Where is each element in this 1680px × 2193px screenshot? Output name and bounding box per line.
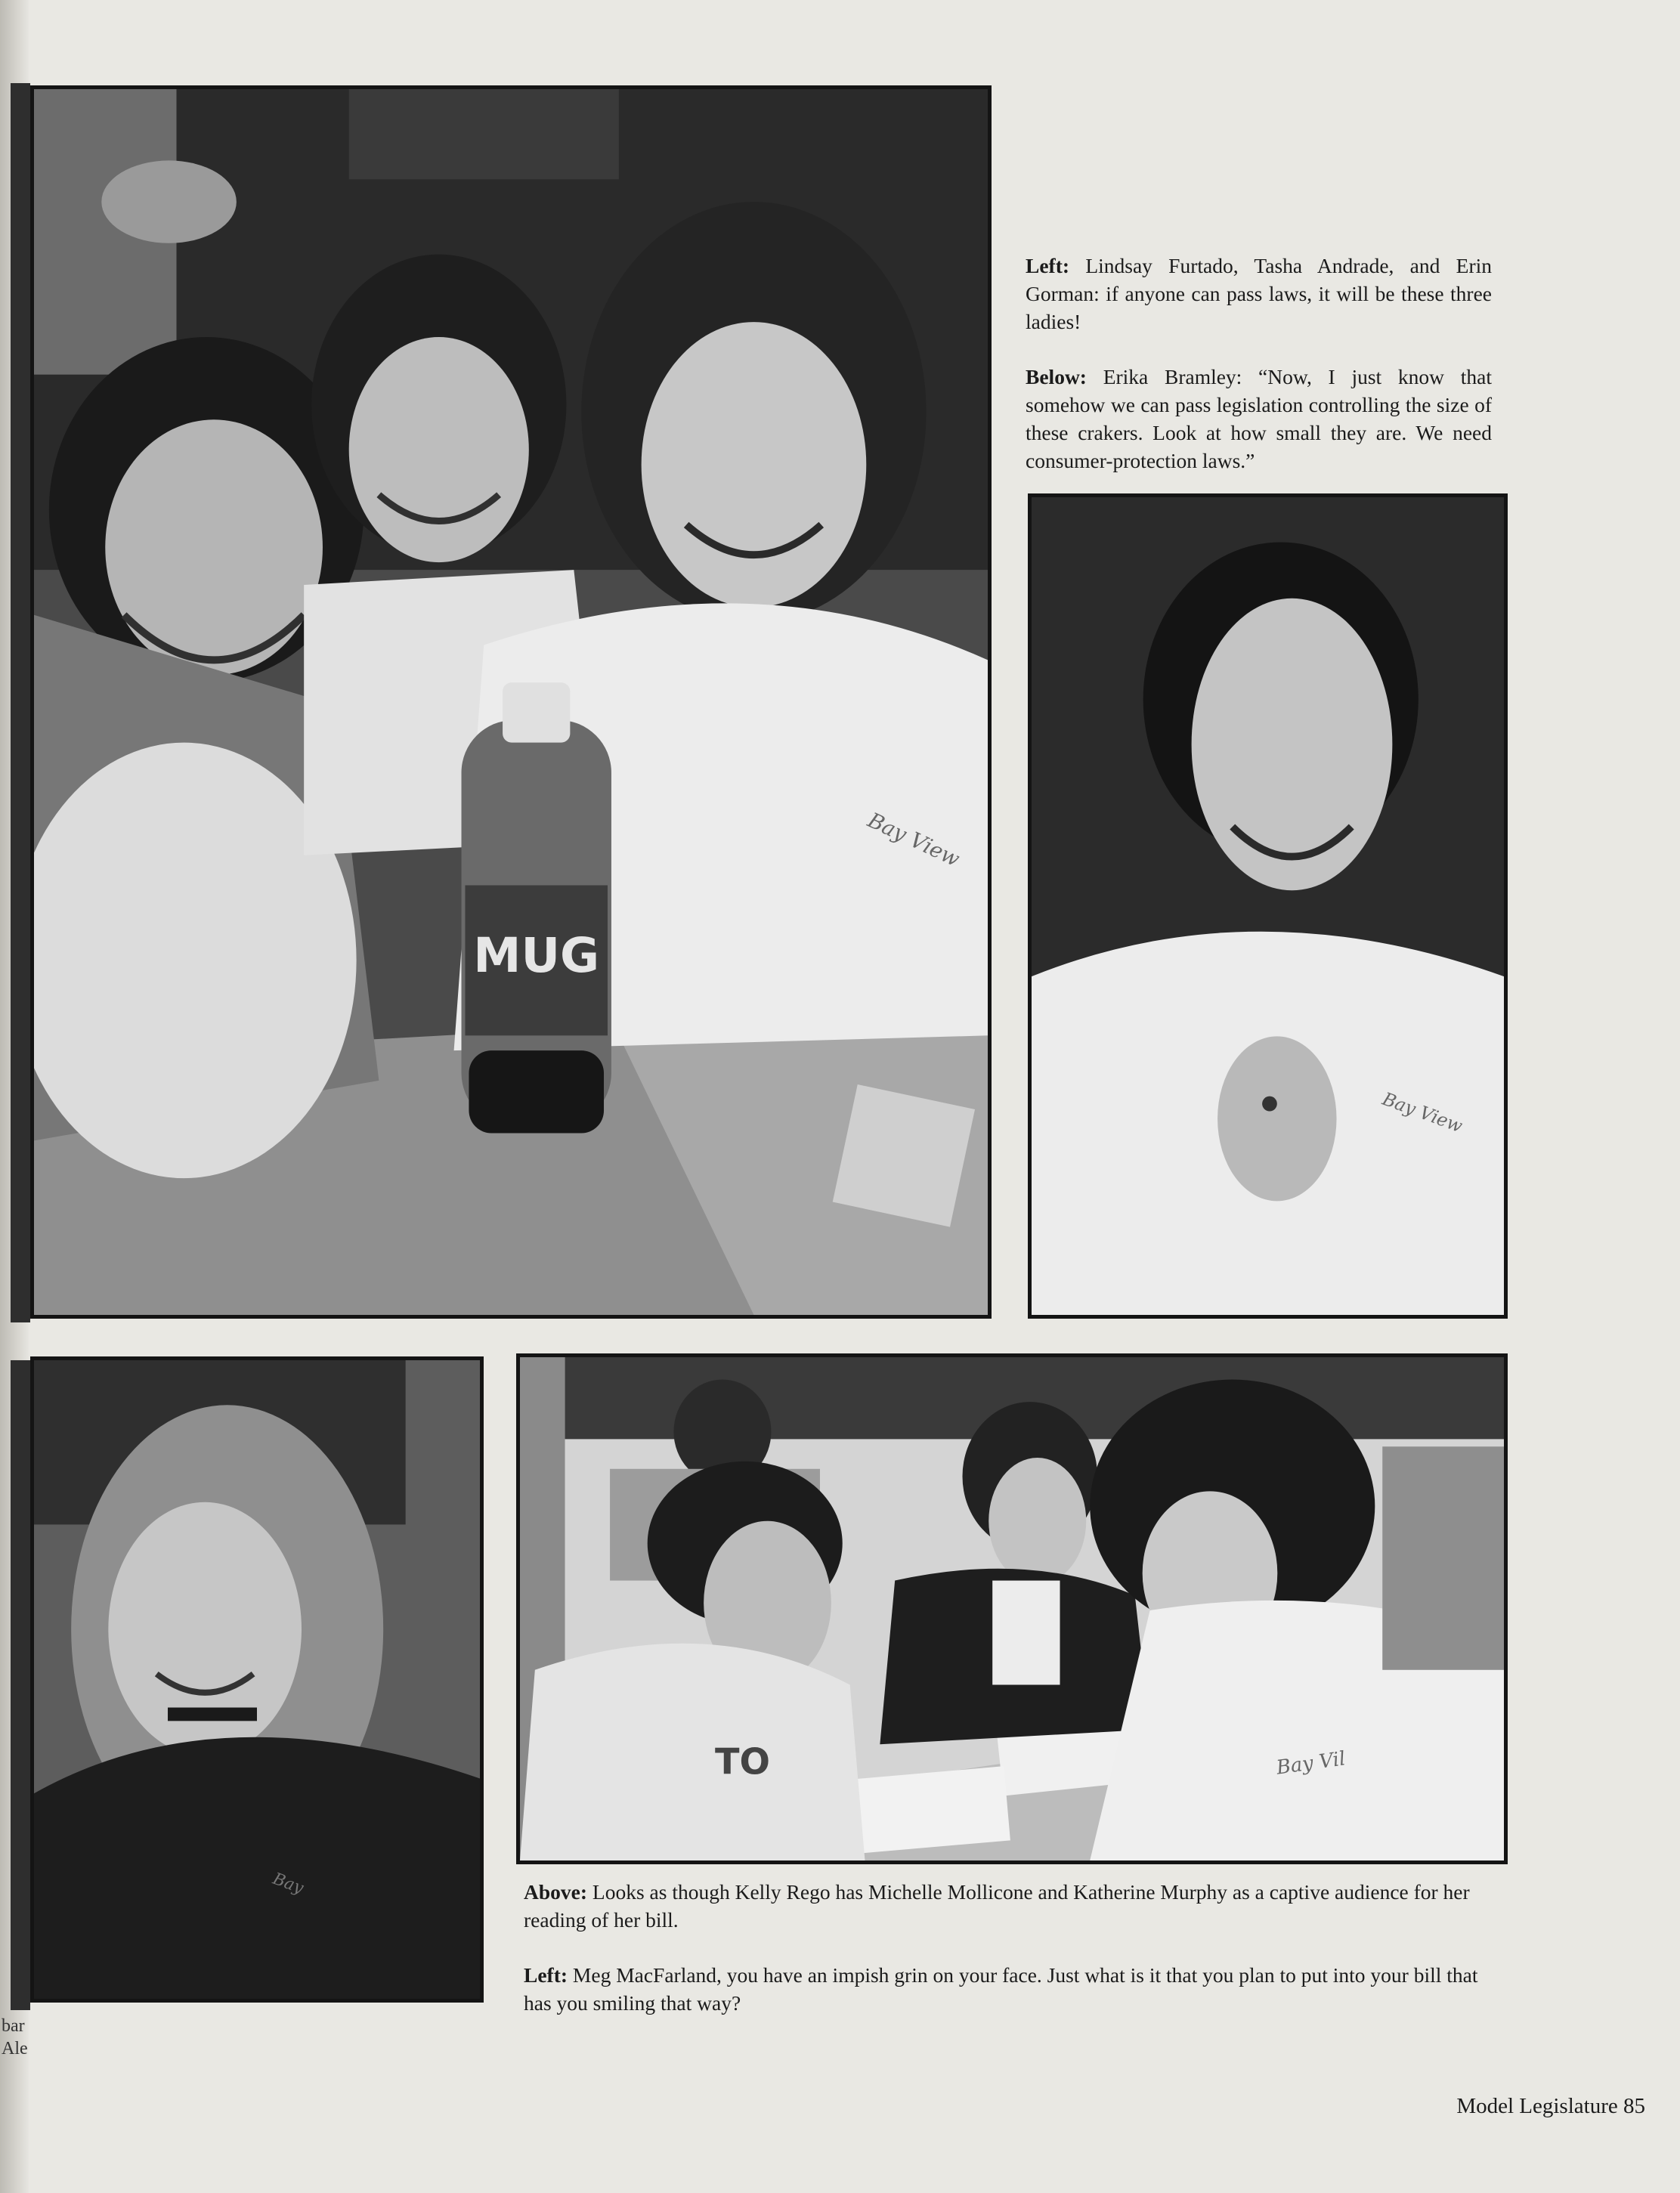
bottle-label: MUG xyxy=(473,926,600,983)
caption-label: Left: xyxy=(1026,254,1070,277)
photo-meg-macfarland xyxy=(30,1356,484,2003)
caption-text: Meg MacFarland, you have an impish grin on your face. Just what is it that you plan to put into your bill that has you smiling that way? xyxy=(524,1963,1478,2015)
facing-page-edge xyxy=(11,1360,30,2010)
caption-label: Left: xyxy=(524,1963,568,1987)
caption-text: Lindsay Furtado, Tasha Andrade, and Erin Gorman: if anyone can pass laws, it will be these three ladies! xyxy=(1026,254,1493,333)
shirt-embroidery: Bay xyxy=(270,1869,306,1898)
facing-page-edge xyxy=(11,83,30,1322)
photo-three-girls xyxy=(30,85,992,1319)
shirt-embroidery: Bay Vil xyxy=(1275,1747,1347,1780)
book-gutter xyxy=(0,0,29,2193)
caption-left-three-girls xyxy=(1026,252,1492,336)
caption-left-meg xyxy=(524,1961,1499,2017)
photo-classroom-reading xyxy=(516,1353,1508,1864)
caption-bottom xyxy=(524,1878,1499,2044)
shirt-embroidery: Bay View xyxy=(864,807,964,872)
caption-label: Above: xyxy=(524,1880,588,1904)
shirt-embroidery: Bay View xyxy=(1379,1087,1466,1137)
caption-text: Looks as though Kelly Rego has Michelle Mollicone and Katherine Murphy as a captive audience for her reading of her bill. xyxy=(524,1880,1470,1932)
caption-top xyxy=(1026,252,1492,502)
caption-label: Below: xyxy=(1026,365,1087,388)
facing-page-text: bar Ale xyxy=(2,2016,28,2058)
caption-above-classroom xyxy=(524,1878,1499,1934)
page-folio: Model Legislature 85 xyxy=(1456,2094,1645,2118)
caption-below-erika xyxy=(1026,363,1492,475)
caption-text: Erika Bramley: “Now, I just know that somehow we can pass legislation controlling the size of these crakers. Look at how small they are. We need consumer-protection laws.” xyxy=(1026,365,1492,472)
sweatshirt-lettering: TO xyxy=(715,1741,771,1783)
photo-erika-bramley xyxy=(1028,493,1508,1319)
